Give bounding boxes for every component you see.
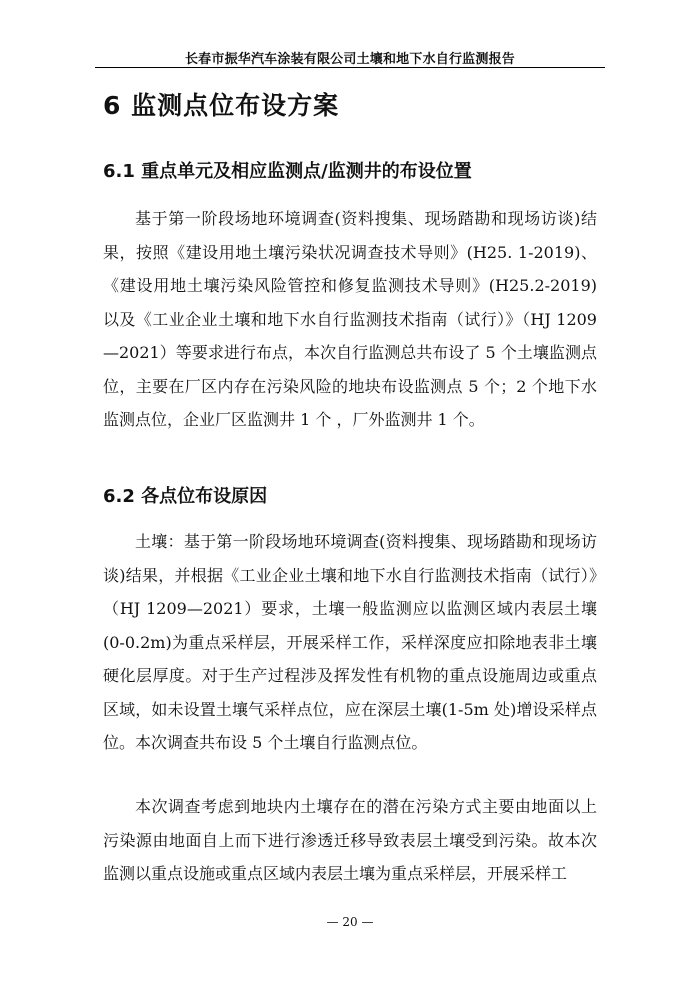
subsection-title-6-2: 6.2 各点位布设原因: [103, 486, 268, 507]
paragraph-6-1: 基于第一阶段场地环境调查(资料搜集、现场踏勘和现场访谈)结果，按照《建设用地土壤污染状况调查技术导则》(H25. 1-2019)、《建设用地土壤污染风险管控和修复监测技术导则》(H25.2-2019) 以及《工业企业土壤和地下水自行监测技术指南（试行）》（HJ 1209—2021）等要求进行布点，本次自行监测总共布设了 5 个土壤监测点位，主要在厂区内存在污染风险的地块布设监测点 5 个；2 个地下水监测点位，企业厂区监测井 1 个 ，厂外监测井 1 个。: [103, 209, 597, 429]
section-title: 6 监测点位布设方案: [103, 91, 340, 120]
page-number: — 20 —: [326, 915, 374, 929]
paragraph-6-2-soil: 土壤：基于第一阶段场地环境调查(资料搜集、现场踏勘和现场访谈)结果，并根据《工业企业土壤和地下水自行监测技术指南（试行）》（HJ 1209—2021）要求，土壤一般监测应以监测区域内表层土壤(0-0.2m)为重点采样层，开展采样工作，采样深度应扣除地表非土壤硬化层厚度。对于生产过程涉及挥发性有机物的重点设施周边或重点区域，如未设置土壤气采样点位，应在深层土壤(1-5m 处)增设采样点位。本次调查共布设 5 个土壤自行监测点位。: [103, 532, 597, 752]
paragraph-6-2-pollution: 本次调查考虑到地块内土壤存在的潜在污染方式主要由地面以上污染源由地面自上而下进行渗透迁移导致表层土壤受到污染。故本次监测以重点设施或重点区域内表层土壤为重点采样层，开展采样工: [103, 797, 597, 883]
subsection-title-6-1: 6.1 重点单元及相应监测点/监测井的布设位置: [103, 161, 472, 182]
running-header: 长春市振华汽车涂装有限公司土壤和地下水自行监测报告: [184, 52, 515, 67]
header-divider: [95, 67, 605, 68]
